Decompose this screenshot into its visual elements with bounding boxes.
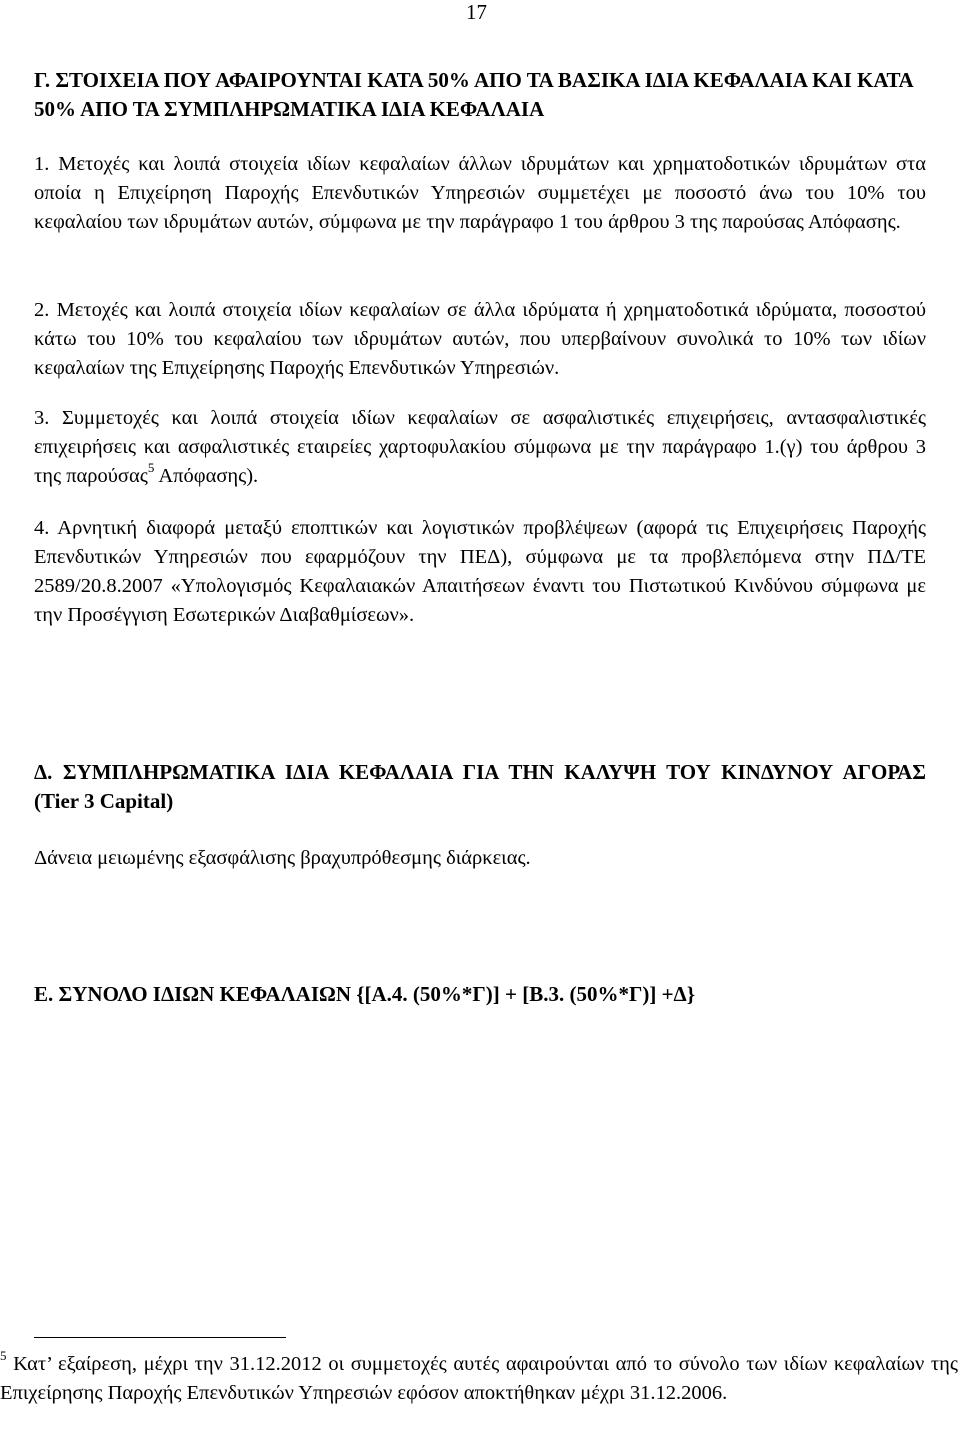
section-g-item-3-text: 3. Συμμετοχές και λοιπά στοιχεία ιδίων κεφαλαίων σε ασφαλιστικές επιχειρήσεις, αντασφαλιστικές επιχειρήσεις και ασφαλιστικές εταιρείες χαρτοφυλακίου σύμφωνα με την παράγραφο 1.(γ) του άρθρου 3 της παρούσας (34, 407, 926, 487)
section-g-item-4: 4. Αρνητική διαφορά μεταξύ εποπτικών και λογιστικών προβλέψεων (αφορά τις Επιχειρήσεις Παροχής Επενδυτικών Υπηρεσιών που εφαρμόζουν την ΠΕΔ), σύμφωνα με τα προβλεπόμενα στην ΠΔ/ΤΕ 2589/20.8.2007 «Υπολογισμός Κεφαλαιακών Απαιτήσεων έναντι του Πιστωτικού Κινδύνου σύμφωνα με την Προσέγγιση Εσωτερικών Διαβαθμίσεων». (34, 517, 926, 626)
footnote-text: Κατ’ εξαίρεση, μέχρι την 31.12.2012 οι συμμετοχές αυτές αφαιρούνται από το σύνολο των ιδίων κεφαλαίων της Επιχείρησης Παροχής Επενδυτικών Υπηρεσιών εφόσον αποκτήθηκαν μέχρι 31.12.2006. (0, 1353, 958, 1404)
section-d-heading: Δ. ΣΥΜΠΛΗΡΩΜΑΤΙΚΑ ΙΔΙΑ ΚΕΦΑΛΑΙΑ ΓΙΑ ΤΗΝ ΚΑΛΥΨΗ ΤΟΥ ΚΙΝΔΥΝΟΥ ΑΓΟΡΑΣ (Tier 3 Capital) (34, 760, 926, 813)
section-d-body: Δάνεια μειωμένης εξασφάλισης βραχυπρόθεσμης διάρκειας. (34, 847, 531, 869)
section-g-item-2: 2. Μετοχές και λοιπά στοιχεία ιδίων κεφαλαίων σε άλλα ιδρύματα ή χρηματοδοτικά ιδρύματα, ποσοστού κάτω του 10% του κεφαλαίου των ιδρυμάτων αυτών, που υπερβαίνουν συνολικά το 10% των ιδίων κεφαλαίων της Επιχείρησης Παροχής Επενδυτικών Υπηρεσιών. (34, 299, 926, 379)
footnote-separator (34, 1337, 286, 1338)
footnote (0, 1350, 958, 1408)
footnote-marker: 5 (0, 1348, 7, 1364)
section-g-item-3 (34, 404, 926, 491)
section-g-item-1: 1. Μετοχές και λοιπά στοιχεία ιδίων κεφαλαίων άλλων ιδρυμάτων και χρηματοδοτικών ιδρυμάτων στα οποία η Επιχείρηση Παροχής Επενδυτικών Υπηρεσιών συμμετέχει με ποσοστό άνω του 10% του κεφαλαίου των ιδρυμάτων αυτών, σύμφωνα με την παράγραφο 1 του άρθρου 3 της παρούσας Απόφασης. (34, 153, 926, 233)
section-g-heading: Γ. ΣΤΟΙΧΕΙΑ ΠΟΥ ΑΦΑΙΡΟΥΝΤΑΙ ΚΑΤΑ 50% ΑΠΟ ΤΑ ΒΑΣΙΚΑ ΙΔΙΑ ΚΕΦΑΛΑΙΑ ΚΑΙ ΚΑΤΑ 50% ΑΠΟ ΤΑ ΣΥΜΠΛΗΡΩΜΑΤΙΚΑ ΙΔΙΑ ΚΕΦΑΛΑΙΑ (34, 68, 913, 121)
footnote-reference: 5 (147, 460, 155, 476)
section-e-heading: Ε. ΣΥΝΟΛΟ ΙΔΙΩΝ ΚΕΦΑΛΑΙΩΝ {[Α.4. (50%*Γ)] + [Β.3. (50%*Γ)] +Δ} (34, 982, 695, 1006)
page-number: 17 (466, 0, 487, 24)
section-g-item-3-text-end: Απόφασης). (154, 465, 259, 487)
